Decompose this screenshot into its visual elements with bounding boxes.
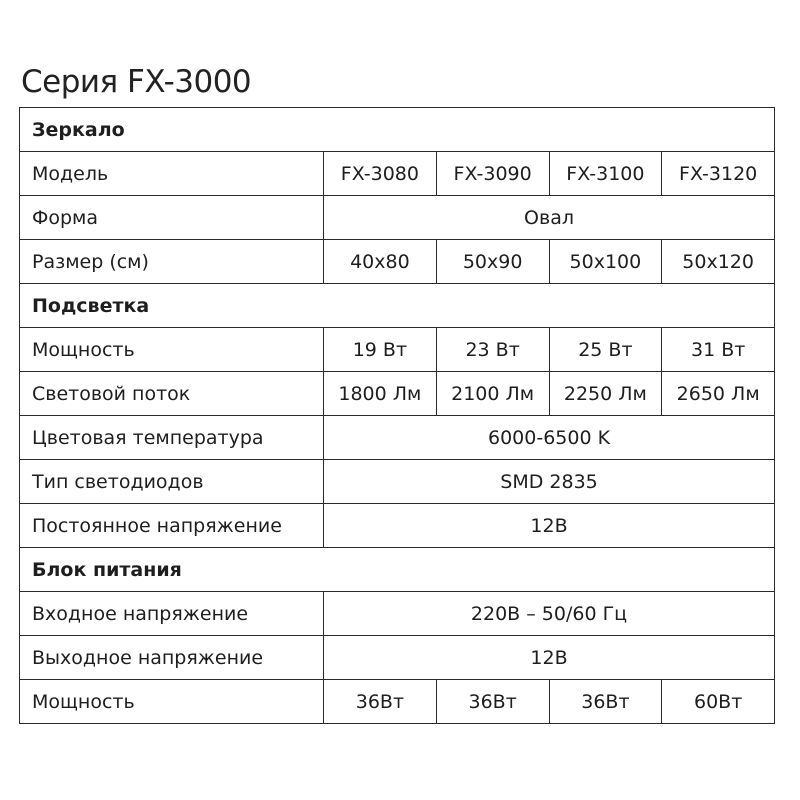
row-label: Световой поток	[20, 372, 324, 416]
table-row-shape	[20, 196, 775, 240]
table-row-psu-power	[20, 680, 775, 724]
row-label: Мощность	[20, 328, 324, 372]
cell-value: Овал	[324, 196, 775, 240]
row-label: Входное напряжение	[20, 592, 324, 636]
section-row-mirror	[20, 108, 775, 152]
spec-table	[19, 107, 775, 724]
row-label: Размер (см)	[20, 240, 324, 284]
row-label: Постоянное напряжение	[20, 504, 324, 548]
table-row-led-type	[20, 460, 775, 504]
row-label: Выходное напряжение	[20, 636, 324, 680]
cell-value: 50x100	[549, 240, 662, 284]
cell-value: 31 Вт	[662, 328, 775, 372]
section-heading-mirror: Зеркало	[20, 108, 775, 152]
table-row-output-voltage	[20, 636, 775, 680]
cell-value: 2650 Лм	[662, 372, 775, 416]
table-row-model	[20, 152, 775, 196]
table-row-dc-voltage	[20, 504, 775, 548]
cell-value: FX-3120	[662, 152, 775, 196]
cell-value: FX-3090	[436, 152, 549, 196]
section-row-psu	[20, 548, 775, 592]
cell-value: 50x120	[662, 240, 775, 284]
cell-value: FX-3100	[549, 152, 662, 196]
cell-value: FX-3080	[324, 152, 437, 196]
row-label: Форма	[20, 196, 324, 240]
cell-value: 2100 Лм	[436, 372, 549, 416]
cell-value: 60Вт	[662, 680, 775, 724]
row-label: Модель	[20, 152, 324, 196]
section-heading-lighting: Подсветка	[20, 284, 775, 328]
section-heading-psu: Блок питания	[20, 548, 775, 592]
cell-value: 50x90	[436, 240, 549, 284]
table-row-input-voltage	[20, 592, 775, 636]
cell-value: 23 Вт	[436, 328, 549, 372]
cell-value: 40x80	[324, 240, 437, 284]
table-row-color-temp	[20, 416, 775, 460]
cell-value: 220В – 50/60 Гц	[324, 592, 775, 636]
cell-value: 12В	[324, 636, 775, 680]
cell-value: 1800 Лм	[324, 372, 437, 416]
section-row-lighting	[20, 284, 775, 328]
row-label: Цветовая температура	[20, 416, 324, 460]
cell-value: 25 Вт	[549, 328, 662, 372]
cell-value: 2250 Лм	[549, 372, 662, 416]
cell-value: 36Вт	[324, 680, 437, 724]
cell-value: 12В	[324, 504, 775, 548]
row-label: Тип светодиодов	[20, 460, 324, 504]
row-label: Мощность	[20, 680, 324, 724]
cell-value: 6000-6500 K	[324, 416, 775, 460]
cell-value: SMD 2835	[324, 460, 775, 504]
cell-value: 19 Вт	[324, 328, 437, 372]
table-row-lighting-power	[20, 328, 775, 372]
cell-value: 36Вт	[436, 680, 549, 724]
cell-value: 36Вт	[549, 680, 662, 724]
table-row-size	[20, 240, 775, 284]
page-title: Серия FX-3000	[21, 64, 252, 100]
table-row-luminous-flux	[20, 372, 775, 416]
